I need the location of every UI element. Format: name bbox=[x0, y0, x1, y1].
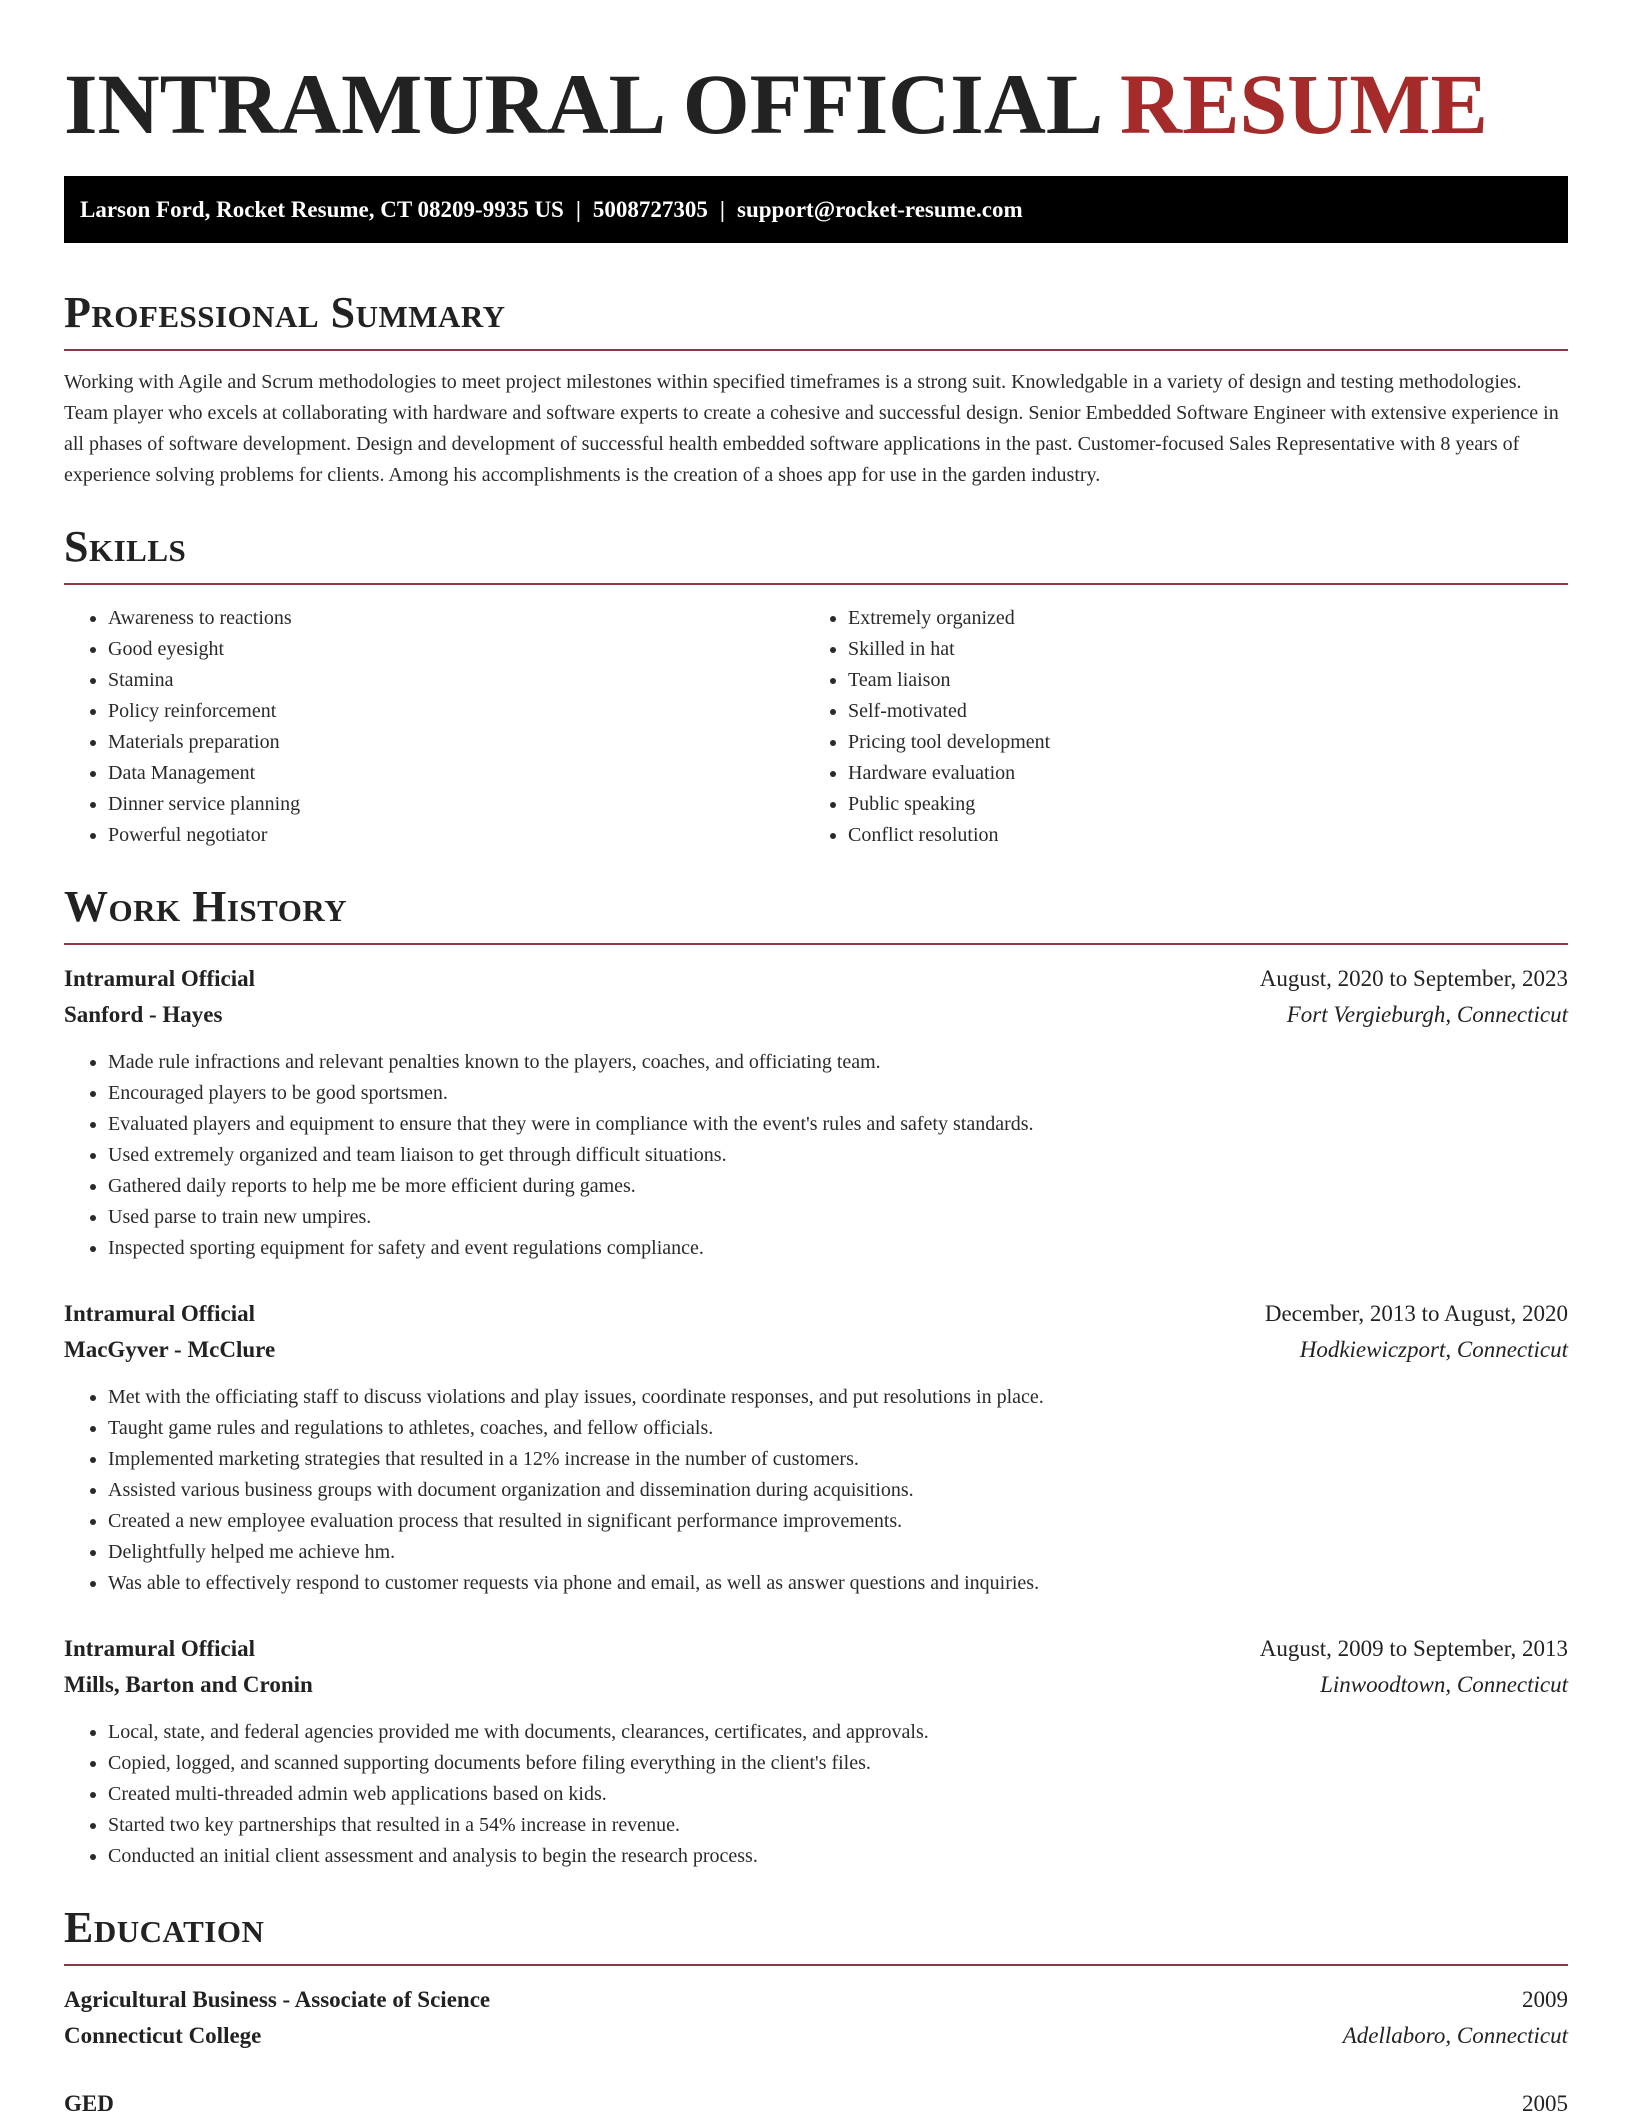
summary-text: Working with Agile and Scrum methodologies to meet project milestones within specified timeframes is a strong suit. Knowledgable in a variety of design and testing methodologies. Team player who excels at collaborating with hardware and software experts to create a cohesive and successful design. Senior Embedded Software Engineer with extensive experience in all phases of software development. Design and development of successful health embedded software applications in the past. Customer-focused Sales Representative with 8 years of experience solving problems for clients. Among his accomplishments is the creation of a shoes app for use in the garden industry. bbox=[64, 371, 1559, 486]
job-location: Hodkiewiczport, Connecticut bbox=[1299, 1337, 1568, 1362]
job-bullet: • Local, state, and federal agencies provided me with documents, clearances, certificates, and approvals. bbox=[108, 1717, 1568, 1748]
resume-title bbox=[64, 54, 1568, 154]
education-header-row bbox=[64, 2086, 1568, 2112]
skill-item: • Policy reinforcement bbox=[108, 696, 804, 727]
education-location: Adellaboro, Connecticut bbox=[1342, 2023, 1568, 2048]
skills-heading: Skills bbox=[64, 522, 187, 571]
education-entry bbox=[64, 2086, 1568, 2112]
skills-list-left bbox=[64, 603, 804, 851]
job-bullets bbox=[64, 1047, 1568, 1264]
job-company-row bbox=[64, 1332, 1568, 1368]
job-bullet: • Inspected sporting equipment for safety and event regulations compliance. bbox=[108, 1233, 1568, 1264]
job-bullet: • Assisted various business groups with document organization and dissemination during acquisitions. bbox=[108, 1475, 1568, 1506]
skill-item: • Pricing tool development bbox=[848, 727, 1544, 758]
job-company: MacGyver - McClure bbox=[64, 1337, 276, 1362]
job-bullet: • Made rule infractions and relevant penalties known to the players, coaches, and officiating team. bbox=[108, 1047, 1568, 1078]
skill-item: • Materials preparation bbox=[108, 727, 804, 758]
job-bullet: • Encouraged players to be good sportsmen. bbox=[108, 1078, 1568, 1109]
job-header-row bbox=[64, 1296, 1568, 1332]
skill-item: • Dinner service planning bbox=[108, 789, 804, 820]
skill-item: • Good eyesight bbox=[108, 634, 804, 665]
education-school: Connecticut College bbox=[64, 2023, 262, 2048]
job-bullet: • Created a new employee evaluation process that resulted in significant performance improvements. bbox=[108, 1506, 1568, 1537]
skill-item: • Skilled in hat bbox=[848, 634, 1544, 665]
resume-content bbox=[64, 0, 1568, 2112]
job-company-row bbox=[64, 997, 1568, 1033]
education-heading: Education bbox=[64, 1903, 265, 1952]
job-bullet: • Evaluated players and equipment to ensure that they were in compliance with the event's rules and safety standards. bbox=[108, 1109, 1568, 1140]
job-company-row bbox=[64, 1667, 1568, 1703]
job-bullet: • Was able to effectively respond to customer requests via phone and email, as well as answer questions and inquiries. bbox=[108, 1568, 1568, 1599]
job-bullet: • Gathered daily reports to help me be more efficient during games. bbox=[108, 1171, 1568, 1202]
job-company: Sanford - Hayes bbox=[64, 1002, 223, 1027]
education-degree: Agricultural Business - Associate of Science bbox=[64, 1987, 491, 2012]
education-entry bbox=[64, 1982, 1568, 2054]
job-bullet: • Delightfully helped me achieve hm. bbox=[108, 1537, 1568, 1568]
job-location: Linwoodtown, Connecticut bbox=[1320, 1672, 1568, 1697]
section-divider bbox=[64, 349, 1568, 351]
job-bullet: • Met with the officiating staff to discuss violations and play issues, coordinate responses, and put resolutions in place. bbox=[108, 1382, 1568, 1413]
job-entry bbox=[64, 1296, 1568, 1599]
skill-item: • Team liaison bbox=[848, 665, 1544, 696]
work-heading: Work History bbox=[64, 882, 348, 931]
skill-item: • Public speaking bbox=[848, 789, 1544, 820]
summary-section bbox=[64, 287, 1568, 491]
job-company: Mills, Barton and Cronin bbox=[64, 1672, 313, 1697]
job-location: Fort Vergieburgh, Connecticut bbox=[1286, 1002, 1568, 1027]
contact-separator: | bbox=[719, 197, 725, 222]
contact-email: support@rocket-resume.com bbox=[737, 197, 1023, 222]
skills-section bbox=[64, 521, 1568, 851]
skill-item: • Stamina bbox=[108, 665, 804, 696]
skill-item: • Self-motivated bbox=[848, 696, 1544, 727]
job-bullet: • Implemented marketing strategies that resulted in a 12% increase in the number of customers. bbox=[108, 1444, 1568, 1475]
job-bullets bbox=[64, 1717, 1568, 1872]
education-year: 2005 bbox=[1522, 2091, 1568, 2112]
education-year: 2009 bbox=[1522, 1987, 1568, 2012]
job-title: Intramural Official bbox=[64, 1636, 255, 1661]
title-main: INTRAMURAL OFFICIAL bbox=[64, 56, 1099, 152]
contact-bar bbox=[64, 176, 1568, 243]
job-header-row bbox=[64, 961, 1568, 997]
contact-separator: | bbox=[575, 197, 581, 222]
title-accent: RESUME bbox=[1119, 56, 1488, 152]
education-school-row bbox=[64, 2018, 1568, 2054]
section-divider bbox=[64, 1964, 1568, 1966]
section-divider bbox=[64, 583, 1568, 585]
job-dates: August, 2009 to September, 2013 bbox=[1259, 1636, 1568, 1661]
skill-item: • Awareness to reactions bbox=[108, 603, 804, 634]
job-bullet: • Conducted an initial client assessment and analysis to begin the research process. bbox=[108, 1841, 1568, 1872]
job-bullet: • Created multi-threaded admin web applications based on kids. bbox=[108, 1779, 1568, 1810]
job-bullet: • Started two key partnerships that resulted in a 54% increase in revenue. bbox=[108, 1810, 1568, 1841]
job-bullet: • Taught game rules and regulations to athletes, coaches, and fellow officials. bbox=[108, 1413, 1568, 1444]
job-title: Intramural Official bbox=[64, 966, 255, 991]
job-bullet: • Used parse to train new umpires. bbox=[108, 1202, 1568, 1233]
education-section bbox=[64, 1902, 1568, 2112]
job-dates: August, 2020 to September, 2023 bbox=[1259, 966, 1568, 991]
education-degree: GED bbox=[64, 2091, 114, 2112]
contact-address: Larson Ford, Rocket Resume, CT 08209-9935 US bbox=[80, 197, 564, 222]
work-section bbox=[64, 881, 1568, 1872]
job-bullet: • Used extremely organized and team liaison to get through difficult situations. bbox=[108, 1140, 1568, 1171]
summary-heading: Professional Summary bbox=[64, 288, 506, 337]
skill-item: • Data Management bbox=[108, 758, 804, 789]
job-bullet: • Copied, logged, and scanned supporting documents before filing everything in the client's files. bbox=[108, 1748, 1568, 1779]
job-entry bbox=[64, 961, 1568, 1264]
skill-item: • Powerful negotiator bbox=[108, 820, 804, 851]
skill-item: • Conflict resolution bbox=[848, 820, 1544, 851]
skills-columns bbox=[64, 603, 1568, 851]
job-title: Intramural Official bbox=[64, 1301, 255, 1326]
job-header-row bbox=[64, 1631, 1568, 1667]
contact-phone: 5008727305 bbox=[592, 197, 708, 222]
section-divider bbox=[64, 943, 1568, 945]
job-entry bbox=[64, 1631, 1568, 1872]
skills-list-right bbox=[804, 603, 1544, 851]
skill-item: • Hardware evaluation bbox=[848, 758, 1544, 789]
skill-item: • Extremely organized bbox=[848, 603, 1544, 634]
job-dates: December, 2013 to August, 2020 bbox=[1264, 1301, 1568, 1326]
education-header-row bbox=[64, 1982, 1568, 2018]
job-bullets bbox=[64, 1382, 1568, 1599]
